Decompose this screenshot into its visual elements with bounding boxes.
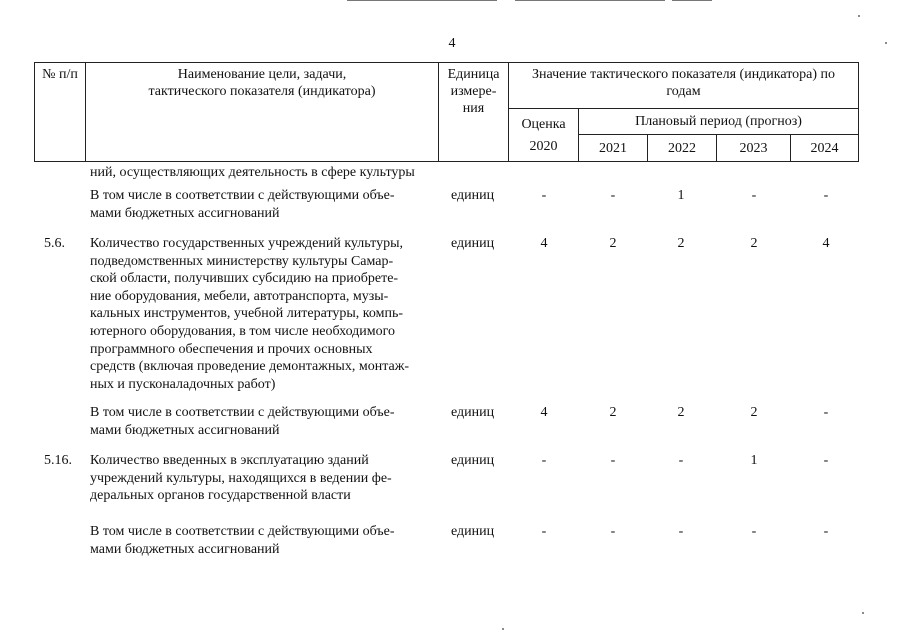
description-line: ние оборудования, мебели, автотранспорта, музы- [90,288,389,304]
header-estimate: Оценка [521,117,566,132]
page-number: 4 [448,36,456,51]
description-line: кальных инструментов, учебной литературы, компь- [90,306,404,322]
description-line: учреждений культуры, находящихся в ведении фе- [90,470,392,486]
row-value: - [610,453,616,468]
header-estimate-cell [509,109,579,162]
scan-speck [502,628,504,630]
row-unit: единиц [451,405,495,420]
header-year-2022: 2022 [648,135,717,162]
scan-edge-line [347,0,497,1]
description-line: мами бюджетных ассигнований [90,422,280,438]
row-value: 2 [750,236,758,251]
row-value: - [823,405,829,420]
row-unit: единиц [451,453,495,468]
description-line: В том числе в соответствии с действующими объе- [90,405,395,420]
description-line: средств (включая проведение демонтажных, монтаж- [90,359,410,375]
scan-edge-line [515,0,665,1]
row-value: - [541,453,547,468]
header-value: Значение тактического показателя (индикатора) по годам [531,67,836,99]
row-value: - [823,524,829,539]
header-value-cell [509,63,859,109]
row-value: 2 [609,236,617,251]
description-line: ютерного оборудования, в том числе необходимого [90,323,396,339]
row-value: - [541,188,547,203]
description-line: мами бюджетных ассигнований [90,541,280,557]
row-value: 1 [750,453,758,468]
description-line: ской области, получивших субсидию на приобрете- [90,271,399,287]
row-number: 5.6. [44,236,65,251]
table-header [34,62,859,162]
header-plan: Плановый период (прогноз) [635,114,802,129]
row-unit: единиц [451,236,495,251]
row-value: - [823,453,829,468]
row-value: 4 [540,236,548,251]
scan-speck [858,15,860,17]
description-line: Количество введенных в эксплуатацию зданий [90,453,369,468]
row-value: 1 [677,188,685,203]
row-unit: единиц [451,188,495,203]
row-value: - [823,188,829,203]
row-description [90,523,436,558]
description-line: мами бюджетных ассигнований [90,205,280,221]
header-name: Наименование цели, задачи, тактического показателя (индикатора) [148,67,376,99]
description-line: подведомственных министерству культуры Самар- [90,253,394,269]
header-num-cell [35,63,86,162]
row-value: - [751,188,757,203]
row-value: 4 [540,405,548,420]
row-description [90,235,436,393]
header-estimate-year: 2020 [529,139,558,154]
row-value: - [678,453,684,468]
header-year-2024: 2024 [791,135,859,162]
header-unit: Единица измере-ния [447,67,500,116]
header-plan-cell [579,109,859,135]
header-num: № п/п [42,67,78,82]
description-line: ных и пусконаладочных работ) [90,376,276,392]
row-value: 2 [677,405,685,420]
description-line: программного обеспечения и прочих основных [90,341,373,357]
header-year-2021: 2021 [579,135,648,162]
description-line: В том числе в соответствии с действующими объе- [90,188,395,203]
description-line: Количество государственных учреждений культуры, [90,236,403,251]
header-unit-cell [439,63,509,162]
description-line: В том числе в соответствии с действующими объе- [90,524,395,539]
scan-speck [862,612,864,614]
row-value: - [751,524,757,539]
description-line: ний, осуществляющих деятельность в сфере культуры [90,165,415,180]
row-description [90,187,436,222]
row-value: - [610,524,616,539]
header-name-cell [86,63,439,162]
row-value: - [610,188,616,203]
row-value: 2 [750,405,758,420]
header-year-2023: 2023 [717,135,791,162]
description-line: деральных органов государственной власти [90,488,351,504]
scan-edge-line [672,0,712,1]
row-description [90,164,436,182]
row-value: 2 [609,405,617,420]
row-value: 2 [677,236,685,251]
row-value: - [541,524,547,539]
row-number: 5.16. [44,453,72,468]
row-description [90,404,436,439]
row-unit: единиц [451,524,495,539]
row-value: - [678,524,684,539]
row-value: 4 [822,236,830,251]
row-description [90,452,436,505]
